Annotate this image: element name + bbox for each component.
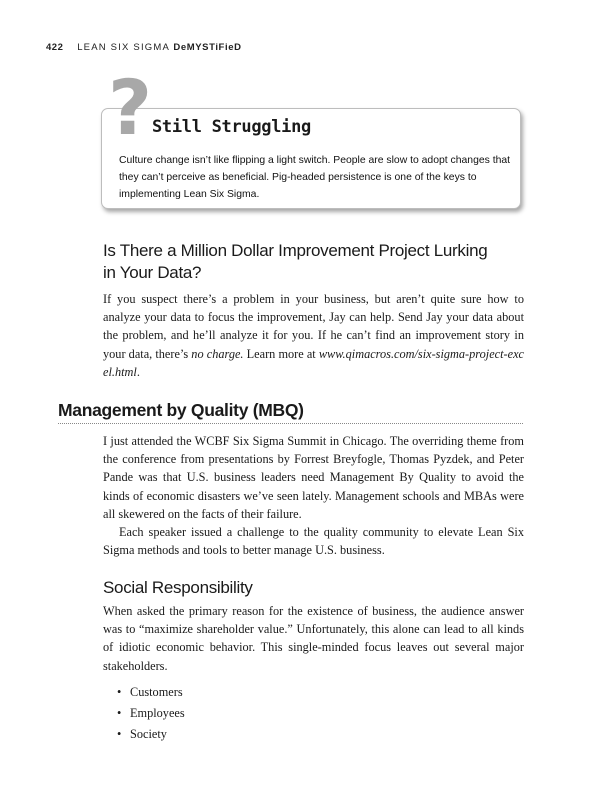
heading-divider (58, 423, 523, 424)
list-item: • Society (117, 724, 185, 745)
million-dollar-paragraph (103, 290, 524, 381)
book-title: LEAN SIX SIGMA (77, 42, 170, 53)
million-text-2: Learn more at (243, 346, 319, 361)
mbq-paragraph-2: Each speaker issued a challenge to the quality community to elevate Lean Six Sigma methods and tools to better manage U.S. business. (103, 525, 524, 558)
heading-line-1: Is There a Million Dollar Improvement Project Lurking (103, 241, 488, 260)
section-heading-million-dollar (103, 240, 487, 284)
list-item: • Customers (117, 682, 185, 703)
qimacros-link[interactable]: www.qimacros.com/six-sigma-project-excel.html (103, 346, 524, 379)
question-mark-icon: ? (108, 63, 153, 152)
million-text-end: . (136, 364, 140, 379)
stakeholder-list (117, 682, 185, 745)
callout-title: Still Struggling (152, 117, 311, 137)
mbq-paragraph-1: I just attended the WCBF Six Sigma Summit in Chicago. The overriding theme from the conference from presentations by Forrest Breyfogle, Thomas Pyzdek, and Peter Pande was that U.S. business leaders need Management By Quality to avoid the kinds of economic disasters we’ve seen lately. Management schools and MBAs were all skewered on the facts of their failure. (103, 434, 524, 521)
no-charge-emphasis: no charge. (191, 346, 244, 361)
social-paragraph: When asked the primary reason for the existence of business, the audience answer was to “maximize shareholder value.” Unfortunately, this alone can lead to all kinds of idiotic economic behavior. This single-minded focus leaves out several major stakeholders. (103, 604, 524, 673)
running-header (46, 42, 242, 53)
heading-line-2: in Your Data? (103, 263, 202, 282)
list-item: • Employees (117, 703, 185, 724)
callout-body: Culture change isn’t like flipping a light switch. People are slow to adopt changes that they can’t perceive as beneficial. Pig-headed persistence is one of the keys to implementing Lean Six Sigma. (119, 155, 511, 200)
million-text-1: If you suspect there’s a problem in your business, but aren’t quite sure how to analyze your data to focus the improvement, Jay can help. Send Jay your data about the problem, and he’ll analyze it for you. If he can’t find an improvement story in your data, there’s (103, 292, 524, 361)
page-number: 422 (46, 42, 64, 53)
book-subtitle: DeMYSTiFieD (173, 42, 242, 53)
section-heading-social: Social Responsibility (103, 578, 253, 597)
mbq-paragraphs (103, 432, 524, 559)
section-heading-mbq: Management by Quality (MBQ) (58, 400, 304, 420)
